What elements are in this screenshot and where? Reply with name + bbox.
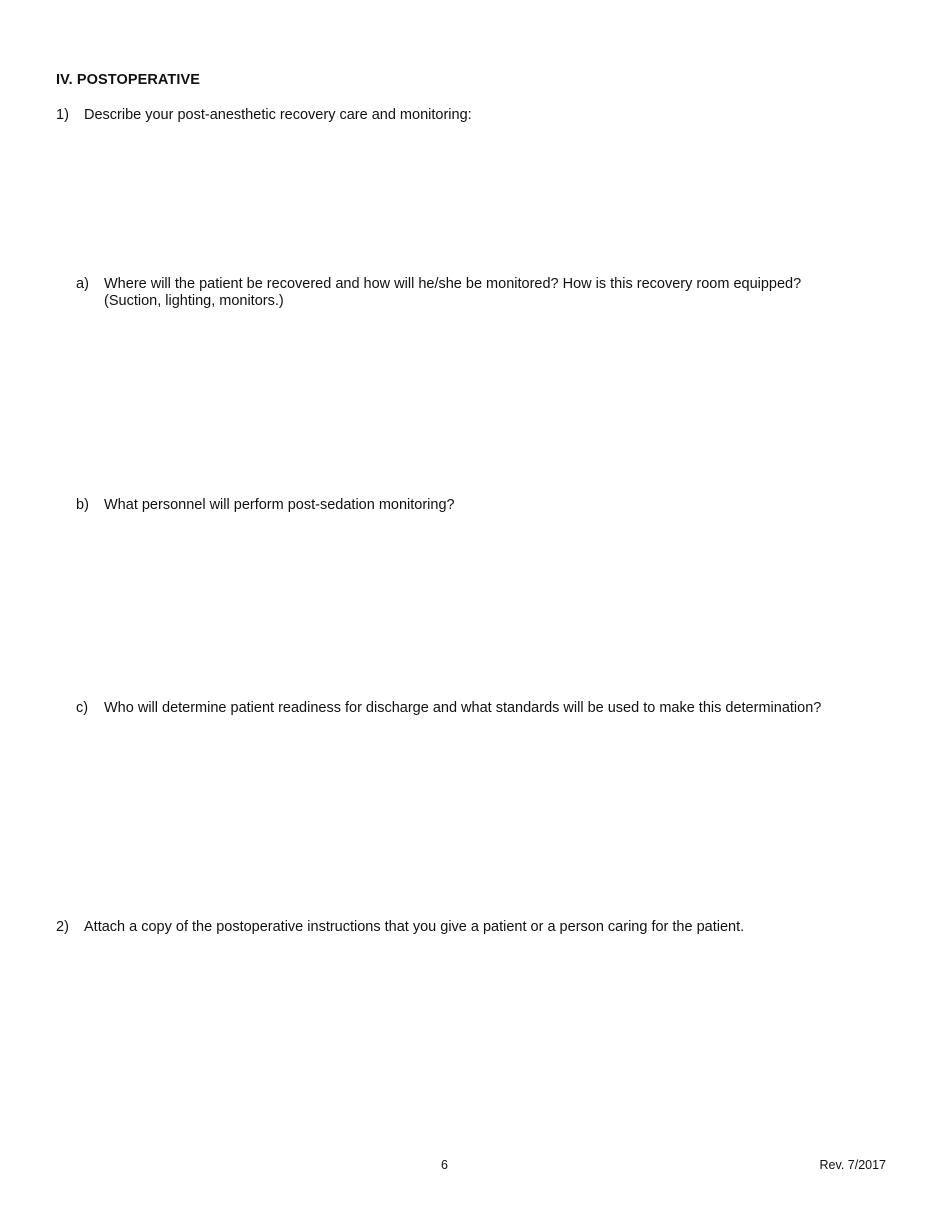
section-heading: IV. POSTOPERATIVE	[56, 72, 201, 88]
question-number: a)	[76, 276, 89, 292]
page-number: 6	[441, 1158, 448, 1172]
question-text	[104, 276, 801, 310]
revision-label: Rev. 7/2017	[819, 1158, 886, 1172]
question-text: Describe your post-anesthetic recovery care and monitoring:	[84, 107, 472, 123]
question-number: 2)	[56, 919, 69, 935]
question-number: 1)	[56, 107, 69, 123]
question-number: b)	[76, 497, 89, 513]
question-text: Attach a copy of the postoperative instructions that you give a patient or a person caring for the patient.	[84, 919, 745, 935]
question-text: What personnel will perform post-sedation monitoring?	[104, 497, 455, 513]
question-number: c)	[76, 700, 89, 716]
question-text-line-2: (Suction, lighting, monitors.)	[104, 293, 284, 309]
question-text-line-1: Where will the patient be recovered and how will he/she be monitored? How is this recovery room equipped?	[104, 276, 802, 292]
question-text: Who will determine patient readiness for discharge and what standards will be used to make this determination?	[104, 700, 822, 716]
